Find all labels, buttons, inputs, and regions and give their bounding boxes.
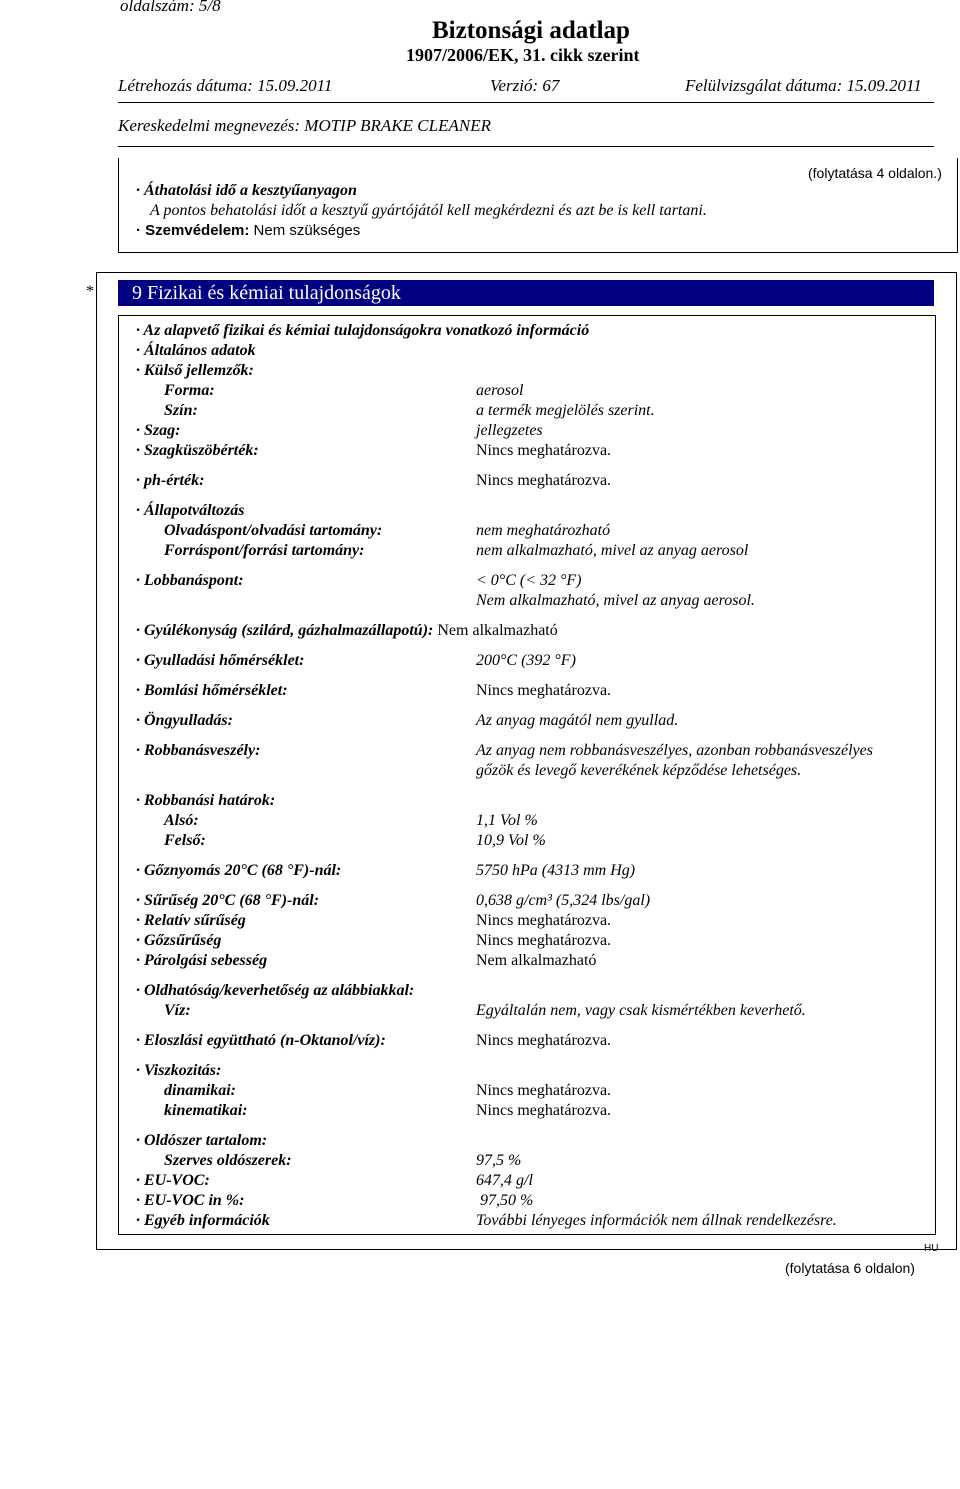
upper-limit-label: Felső:: [164, 832, 206, 849]
appearance-label: · Külső jellemzők:: [136, 362, 254, 379]
water-label: Víz:: [164, 1002, 191, 1019]
color-value: a termék megjelölés szerint.: [476, 402, 655, 419]
solubility-label: · Oldhatóság/keverhetőség az alábbiakkal:: [136, 982, 415, 999]
partition-coefficient-label: · Eloszlási együttható (n-Oktanol/víz):: [136, 1032, 386, 1049]
self-ignition-label: · Öngyulladás:: [136, 712, 233, 729]
page-number: oldalszám: 5/8: [120, 0, 221, 15]
organic-solvents-value: 97,5 %: [476, 1152, 522, 1169]
relative-density-value: Nincs meghatározva.: [476, 912, 612, 929]
flash-point-value: < 0°C (< 32 °F): [476, 572, 582, 589]
intro: · Az alapvető fizikai és kémiai tulajdonságokra vonatkozó információ: [136, 322, 590, 339]
document-subtitle: 1907/2006/EK, 31. cikk szerint: [406, 45, 640, 65]
boiling-label: Forráspont/forrási tartomány:: [164, 542, 365, 559]
general-info: · Általános adatok: [136, 342, 256, 359]
odor-value: jellegzetes: [476, 422, 543, 439]
vapour-density-label: · Gőzsűrűség: [136, 932, 222, 949]
explosion-hazard-label: · Robbanásveszély:: [136, 742, 261, 759]
other-info-label: · Egyéb információk: [136, 1212, 270, 1229]
explosion-limits-label: · Robbanási határok:: [136, 792, 276, 809]
glove-penetration-text: A pontos behatolási időt a kesztyű gyártójától kell megkérdezni és azt be is kell tartani.: [150, 202, 707, 219]
form-value: aerosol: [476, 382, 524, 399]
other-info-value: További lényeges információk nem állnak rendelkezésre.: [476, 1212, 837, 1229]
flammability: [136, 621, 558, 641]
explosion-hazard-value: Az anyag nem robbanásveszélyes, azonban robbanásveszélyes: [476, 742, 873, 759]
glove-penetration-label: · Áthatolási idő a kesztyűanyagon: [136, 182, 357, 199]
dynamic-viscosity-label: dinamikai:: [164, 1082, 237, 1099]
vapour-density-value: Nincs meghatározva.: [476, 932, 612, 949]
lower-limit-value: 1,1 Vol %: [476, 812, 538, 829]
continued-on: (folytatása 6 oldalon): [785, 1260, 915, 1276]
revision-star: *: [86, 283, 94, 300]
boiling-value: nem alkalmazható, mivel az anyag aerosol: [476, 542, 749, 559]
eu-voc-label: · EU-VOC:: [136, 1172, 210, 1189]
eye-protection: [136, 221, 360, 241]
flammability-label: · Gyúlékonyság (szilárd, gázhalmazállapotú):: [136, 622, 434, 639]
revision-date: Felülvizsgálat dátuma: 15.09.2011: [685, 76, 922, 95]
density-label: · Sűrűség 20°C (68 °F)-nál:: [136, 892, 320, 909]
language-code: HU: [924, 1243, 939, 1254]
eye-protection-value: Nem szükséges: [249, 222, 361, 239]
ignition-temp-label: · Gyulladási hőmérséklet:: [136, 652, 305, 669]
relative-density-label: · Relatív sűrűség: [136, 912, 246, 929]
odor-threshold-value: Nincs meghatározva.: [476, 442, 612, 459]
vapour-pressure-label: · Gőznyomás 20°C (68 °F)-nál:: [136, 862, 342, 879]
decomposition-temp-label: · Bomlási hőmérséklet:: [136, 682, 288, 699]
ph-value: Nincs meghatározva.: [476, 472, 612, 489]
organic-solvents-label: Szerves oldószerek:: [164, 1152, 292, 1169]
odor-threshold-label: · Szagküszöbérték:: [136, 442, 259, 459]
ph-label: · ph-érték:: [136, 472, 205, 489]
form-label: Forma:: [164, 382, 215, 399]
flash-point-note: Nem alkalmazható, mivel az anyag aerosol.: [476, 592, 755, 609]
eu-voc-value: 647,4 g/l: [476, 1172, 533, 1189]
lower-limit-label: Alsó:: [164, 812, 199, 829]
document-title: Biztonsági adatlap: [432, 17, 630, 44]
header-divider-2: [118, 146, 934, 147]
explosion-hazard-value-2: gőzök és levegő keverékének képződése lehetséges.: [476, 762, 802, 779]
self-ignition-value: Az anyag magától nem gyullad.: [476, 712, 679, 729]
water-value: Egyáltalán nem, vagy csak kismértékben keverhető.: [476, 1002, 806, 1019]
evaporation-rate-label: · Párolgási sebesség: [136, 952, 268, 969]
dynamic-viscosity-value: Nincs meghatározva.: [476, 1082, 612, 1099]
odor-label: · Szag:: [136, 422, 181, 439]
density-value: 0,638 g/cm³ (5,324 lbs/gal): [476, 892, 651, 909]
vapour-pressure-value: 5750 hPa (4313 mm Hg): [476, 862, 636, 879]
upper-limit-value: 10,9 Vol %: [476, 832, 546, 849]
continued-from: (folytatása 4 oldalon.): [808, 165, 942, 181]
version: Verzió: 67: [490, 76, 560, 95]
section-title: 9 Fizikai és kémiai tulajdonságok: [118, 280, 934, 306]
flammability-value: Nem alkalmazható: [433, 622, 558, 639]
partition-coefficient-value: Nincs meghatározva.: [476, 1032, 612, 1049]
solvent-content-label: · Oldószer tartalom:: [136, 1132, 268, 1149]
decomposition-temp-value: Nincs meghatározva.: [476, 682, 612, 699]
kinematic-viscosity-label: kinematikai:: [164, 1102, 248, 1119]
evaporation-rate-value: Nem alkalmazható: [476, 952, 597, 969]
eye-protection-label: · Szemvédelem:: [136, 222, 250, 239]
state-change-label: · Állapotváltozás: [136, 502, 245, 519]
eu-voc-percent-value: 97,50 %: [480, 1192, 534, 1209]
melting-label: Olvadáspont/olvadási tartomány:: [164, 522, 383, 539]
color-label: Szín:: [164, 402, 198, 419]
ignition-temp-value: 200°C (392 °F): [476, 652, 576, 669]
eu-voc-percent-label: · EU-VOC in %:: [136, 1192, 245, 1209]
trade-name: Kereskedelmi megnevezés: MOTIP BRAKE CLEANER: [118, 116, 491, 135]
melting-value: nem meghatározható: [476, 522, 611, 539]
created-date: Létrehozás dátuma: 15.09.2011: [118, 76, 333, 95]
viscosity-label: · Viszkozitás:: [136, 1062, 222, 1079]
header-divider: [118, 102, 934, 103]
flash-point-label: · Lobbanáspont:: [136, 572, 244, 589]
kinematic-viscosity-value: Nincs meghatározva.: [476, 1102, 612, 1119]
